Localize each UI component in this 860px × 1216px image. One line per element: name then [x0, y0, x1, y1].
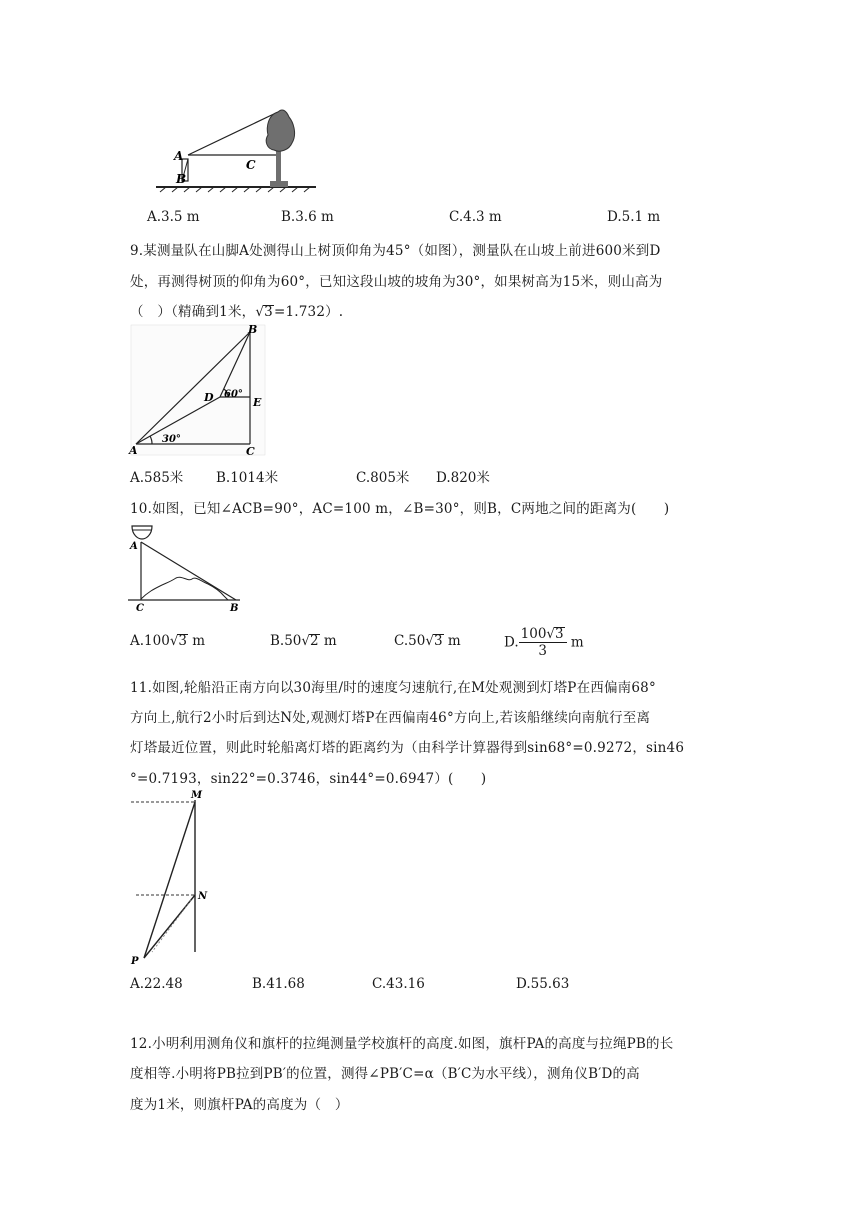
q10-option-c[interactable]	[394, 633, 461, 649]
q9-label-e: E	[253, 396, 262, 409]
q9-label-c: C	[246, 445, 255, 458]
q12-stem-line-3: 度为1米，则旗杆PA的高度为（ ）	[130, 1097, 349, 1113]
q10-option-a[interactable]	[130, 633, 205, 649]
q11-label-p: P	[131, 956, 139, 966]
q9-option-d[interactable]: D.820米	[436, 470, 490, 486]
q11-option-a[interactable]: A.22.48	[130, 976, 183, 992]
q10-option-d-num: 100	[520, 626, 547, 642]
q11-stem-line-2: 方向上,航行2小时后到达N处,观测灯塔P在西偏南46°方向上,若该船继续向南航行至离	[130, 710, 651, 726]
q9-label-d: D	[204, 391, 214, 404]
sqrt-icon: √	[169, 633, 179, 649]
q10-label-c: C	[136, 603, 144, 614]
q10-label-a: A	[130, 541, 138, 552]
q9-option-a[interactable]: A.585米	[130, 470, 184, 486]
q10-option-d-den: 3	[538, 643, 547, 659]
q10-option-d-prefix: D.	[504, 634, 519, 651]
q10-option-b-rad: 2	[310, 633, 319, 649]
q10-option-c-rad: 3	[433, 633, 443, 649]
sqrt-icon: √	[301, 633, 310, 649]
q12-stem-line-1: 12.小明利用测角仪和旗杆的拉绳测量学校旗杆的高度.如图，旗杆PA的高度与拉绳PB的长	[130, 1036, 674, 1052]
q9-option-c[interactable]: C.805米	[356, 470, 410, 486]
q9-stem-line-2: 处，再测得树顶的仰角为60°，已知这段山坡的坡角为30°，如果树高为15米，则山高为	[130, 274, 663, 290]
q8-label-a: A	[174, 149, 184, 163]
q8-label-c: C	[246, 158, 256, 172]
q9-sqrt-arg: 3	[264, 304, 273, 320]
q10-option-d-numerator	[519, 626, 567, 643]
q8-figure	[150, 103, 320, 193]
q8-option-d[interactable]: D.5.1 m	[607, 209, 661, 225]
q10-option-b[interactable]	[270, 633, 337, 649]
q10-option-d-fraction	[519, 626, 567, 659]
q11-stem-line-1: 11.如图,轮船沿正南方向以30海里/时的速度匀速航行,在M处观测到灯塔P在西偏南68°	[130, 680, 656, 696]
q10-option-d-unit: m	[566, 634, 584, 651]
q10-figure	[126, 520, 246, 614]
q11-figure	[128, 788, 212, 966]
q11-option-b[interactable]: B.41.68	[252, 976, 305, 992]
q10-option-c-prefix: C.50	[394, 633, 426, 649]
q9-label-60: 60°	[224, 389, 243, 400]
q9-sqrt-symbol: √	[255, 304, 265, 320]
q8-label-b: B	[176, 172, 187, 186]
q11-stem-line-4: °=0.7193，sin22°=0.3746，sin44°=0.6947）( )	[130, 771, 487, 787]
q9-label-a: A	[129, 444, 138, 457]
q10-stem: 10.如图，已知∠ACB=90°，AC=100 m，∠B=30°，则B，C两地之间的距离为( )	[130, 501, 670, 517]
q9-figure	[128, 322, 268, 458]
sqrt-icon: √	[425, 633, 434, 649]
q10-option-c-unit: m	[443, 633, 461, 649]
q11-option-d[interactable]: D.55.63	[516, 976, 570, 992]
q11-option-c[interactable]: C.43.16	[372, 976, 425, 992]
q11-label-m: M	[191, 790, 203, 801]
sqrt-icon: √	[546, 626, 556, 642]
q10-option-b-prefix: B.50	[270, 633, 302, 649]
q10-option-d[interactable]	[504, 626, 584, 659]
q10-options	[130, 626, 690, 662]
q8-option-b[interactable]: B.3.6 m	[281, 209, 334, 225]
q9-label-30: 30°	[162, 434, 181, 445]
q9-label-b: B	[248, 323, 258, 336]
q8-options	[147, 209, 707, 229]
q9-stem-line-3-text: （ ）（精确到1米，	[130, 304, 256, 320]
q10-option-a-unit: m	[188, 633, 206, 649]
q9-stem-line-3	[130, 300, 343, 320]
q11-label-n: N	[198, 891, 208, 902]
q10-option-a-prefix: A.100	[130, 633, 170, 649]
q12-stem-line-2: 度相等.小明将PB拉到PB′的位置，测得∠PB′C=α（B′C为水平线），测角仪B′D的高	[130, 1066, 640, 1082]
q10-option-b-unit: m	[319, 633, 337, 649]
q10-label-b: B	[230, 603, 239, 614]
q9-options	[130, 466, 690, 486]
q11-options	[130, 976, 690, 996]
q10-option-d-rad: 3	[555, 626, 564, 642]
q10-option-a-rad: 3	[178, 633, 188, 649]
q11-stem-line-3: 灯塔最近位置，则此时轮船离灯塔的距离约为（由科学计算器得到sin68°=0.9272，sin46	[130, 740, 685, 756]
q9-stem-line-1: 9.某测量队在山脚A处测得山上树顶仰角为45°（如图），测量队在山坡上前进600米到D	[130, 243, 661, 259]
q8-option-c[interactable]: C.4.3 m	[449, 209, 502, 225]
q8-option-a[interactable]: A.3.5 m	[147, 209, 200, 225]
q9-option-b[interactable]: B.1014米	[216, 470, 279, 486]
q9-stem-line-3-tail: =1.732）.	[273, 304, 344, 320]
